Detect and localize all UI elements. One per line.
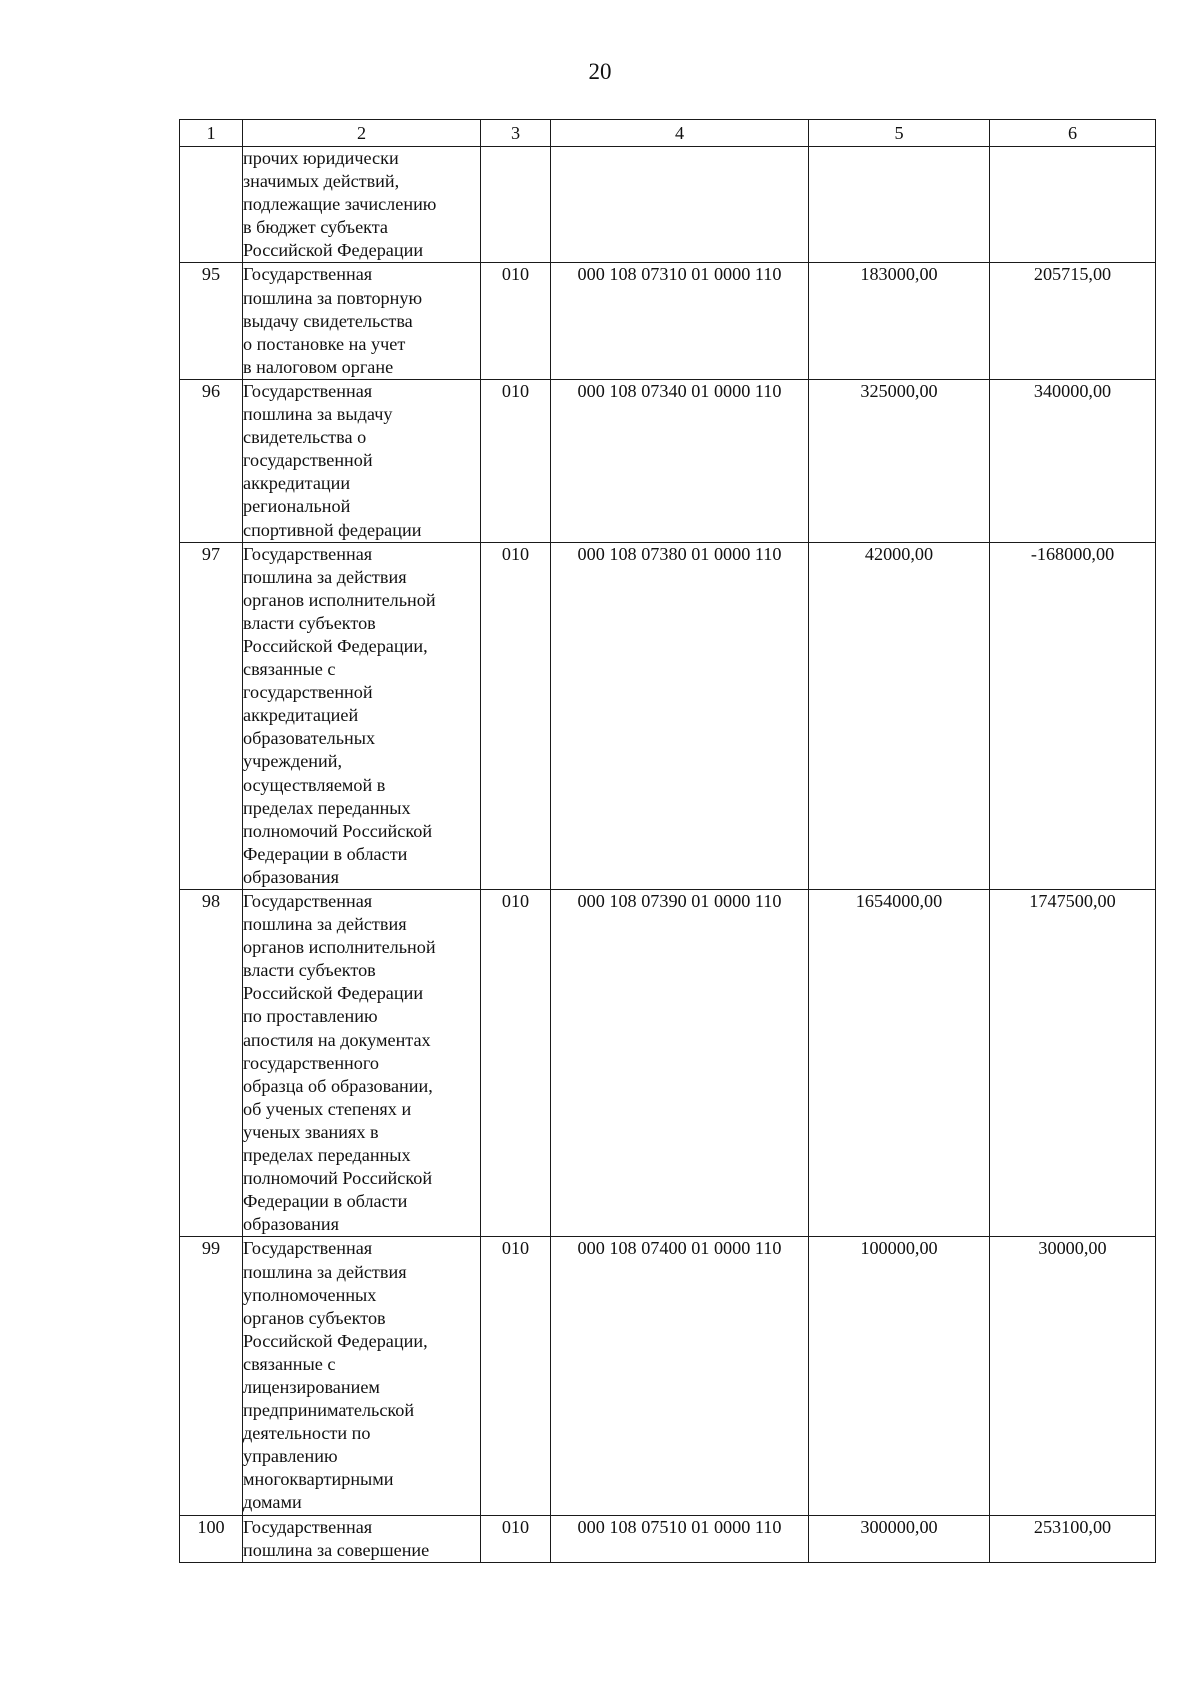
payment-name-line: уполномоченных xyxy=(243,1284,377,1305)
payment-name-line: связанные с xyxy=(243,659,336,680)
budget-classification-code-cell: 000 108 07400 01 0000 110 xyxy=(551,1237,809,1515)
budget-classification-code-cell: 000 108 07380 01 0000 110 xyxy=(551,542,809,889)
payment-name-line: в налоговом органе xyxy=(243,356,394,377)
payment-name-line: пошлина за повторную xyxy=(243,287,423,308)
payment-name-line: образовательных xyxy=(243,728,376,749)
payment-name-line: о постановке на учет xyxy=(243,333,406,354)
amount-column-5-cell: 300000,00 xyxy=(809,1515,990,1562)
payment-name-line: пошлина за совершение xyxy=(243,1539,430,1560)
payment-name-line: предпринимательской xyxy=(243,1400,415,1421)
payment-name-line: власти субъектов xyxy=(243,612,376,633)
table-row xyxy=(180,890,1156,1237)
table-row xyxy=(180,1237,1156,1515)
budget-classification-code-cell: 000 108 07390 01 0000 110 xyxy=(551,890,809,1237)
payment-name-line: прочих юридически xyxy=(243,148,399,168)
column-header: 1 xyxy=(180,120,243,147)
page-number: 20 xyxy=(588,59,612,84)
amount-column-6-cell: 340000,00 xyxy=(990,379,1156,542)
payment-name-line: Государственная xyxy=(243,1516,373,1537)
row-number-cell xyxy=(180,147,243,263)
amount-column-5-cell: 42000,00 xyxy=(809,542,990,889)
column-header: 6 xyxy=(990,120,1156,147)
row-number-cell: 96 xyxy=(180,379,243,542)
budget-table xyxy=(179,119,1156,1563)
payment-name-line: органов исполнительной xyxy=(243,589,436,610)
payment-name-line: лицензированием xyxy=(243,1376,380,1397)
payment-name-line: об ученых степенях и xyxy=(243,1098,412,1119)
payment-name-cell xyxy=(243,379,481,542)
payment-name-line: полномочий Российской xyxy=(243,820,433,841)
administrator-code-cell xyxy=(481,147,551,263)
payment-name-line: пошлина за действия xyxy=(243,914,407,935)
amount-column-5-cell: 100000,00 xyxy=(809,1237,990,1515)
payment-name-line: деятельности по xyxy=(243,1423,371,1444)
payment-name-line: апостиля на документах xyxy=(243,1029,431,1050)
payment-name-line: государственной xyxy=(243,450,373,471)
budget-classification-code-cell: 000 108 07340 01 0000 110 xyxy=(551,379,809,542)
payment-name-line: государственной xyxy=(243,682,373,703)
payment-name-line: государственного xyxy=(243,1052,379,1073)
administrator-code-cell: 010 xyxy=(481,379,551,542)
administrator-code-cell: 010 xyxy=(481,1237,551,1515)
payment-name-line: Государственная xyxy=(243,543,373,564)
amount-column-6-cell: 30000,00 xyxy=(990,1237,1156,1515)
payment-name-line: пошлина за действия xyxy=(243,1261,407,1282)
payment-name-line: в бюджет субъекта xyxy=(243,217,389,238)
payment-name-line: Государственная xyxy=(243,380,373,401)
table-body xyxy=(180,147,1156,1563)
table-row xyxy=(180,263,1156,379)
row-number-cell: 99 xyxy=(180,1237,243,1515)
payment-name-line: аккредитацией xyxy=(243,705,359,726)
row-number-cell: 100 xyxy=(180,1515,243,1562)
payment-name-line: Федерации в области xyxy=(243,1191,408,1212)
budget-classification-code-cell xyxy=(551,147,809,263)
table-row xyxy=(180,1515,1156,1562)
administrator-code-cell: 010 xyxy=(481,263,551,379)
amount-column-6-cell: 1747500,00 xyxy=(990,890,1156,1237)
payment-name-line: ученых званиях в xyxy=(243,1121,379,1142)
row-number-cell: 97 xyxy=(180,542,243,889)
amount-column-6-cell xyxy=(990,147,1156,263)
amount-column-5-cell xyxy=(809,147,990,263)
payment-name-line: Федерации в области xyxy=(243,843,408,864)
payment-name-line: пошлина за действия xyxy=(243,566,407,587)
payment-name-line: по проставлению xyxy=(243,1006,378,1027)
table-header-row xyxy=(180,120,1156,147)
table-row xyxy=(180,542,1156,889)
payment-name-line: аккредитации xyxy=(243,473,351,494)
payment-name-line: многоквартирными xyxy=(243,1469,394,1490)
payment-name-line: учреждений, xyxy=(243,751,343,772)
payment-name-cell xyxy=(243,890,481,1237)
payment-name-line: домами xyxy=(243,1492,302,1513)
payment-name-line: Государственная xyxy=(243,1238,373,1259)
payment-name-line: полномочий Российской xyxy=(243,1168,433,1189)
budget-classification-code-cell: 000 108 07510 01 0000 110 xyxy=(551,1515,809,1562)
payment-name-line: подлежащие зачислению xyxy=(243,194,437,215)
amount-column-5-cell: 183000,00 xyxy=(809,263,990,379)
payment-name-line: Российской Федерации xyxy=(243,983,424,1004)
payment-name-cell xyxy=(243,263,481,379)
amount-column-6-cell: 205715,00 xyxy=(990,263,1156,379)
payment-name-cell xyxy=(243,147,481,263)
administrator-code-cell: 010 xyxy=(481,542,551,889)
payment-name-line: органов субъектов xyxy=(243,1307,386,1328)
payment-name-line: управлению xyxy=(243,1446,338,1467)
table-row xyxy=(180,147,1156,263)
payment-name-line: связанные с xyxy=(243,1353,336,1374)
payment-name-line: образца об образовании, xyxy=(243,1075,433,1096)
column-header: 3 xyxy=(481,120,551,147)
payment-name-line: выдачу свидетельства xyxy=(243,310,413,331)
amount-column-5-cell: 325000,00 xyxy=(809,379,990,542)
administrator-code-cell: 010 xyxy=(481,1515,551,1562)
payment-name-line: свидетельства о xyxy=(243,427,367,448)
payment-name-line: осуществляемой в xyxy=(243,774,386,795)
payment-name-line: власти субъектов xyxy=(243,960,376,981)
column-header: 4 xyxy=(551,120,809,147)
payment-name-line: образования xyxy=(243,1214,339,1235)
payment-name-line: Российской Федерации xyxy=(243,240,424,261)
payment-name-line: пределах переданных xyxy=(243,1145,411,1166)
payment-name-line: органов исполнительной xyxy=(243,937,436,958)
payment-name-cell xyxy=(243,542,481,889)
table-row xyxy=(180,379,1156,542)
amount-column-6-cell: 253100,00 xyxy=(990,1515,1156,1562)
payment-name-line: пределах переданных xyxy=(243,797,411,818)
row-number-cell: 98 xyxy=(180,890,243,1237)
column-header: 5 xyxy=(809,120,990,147)
amount-column-5-cell: 1654000,00 xyxy=(809,890,990,1237)
payment-name-line: региональной xyxy=(243,496,351,517)
payment-name-cell xyxy=(243,1237,481,1515)
payment-name-line: пошлина за выдачу xyxy=(243,404,393,425)
administrator-code-cell: 010 xyxy=(481,890,551,1237)
payment-name-line: значимых действий, xyxy=(243,171,400,192)
payment-name-line: Государственная xyxy=(243,891,373,911)
payment-name-line: Российской Федерации, xyxy=(243,1330,428,1351)
budget-classification-code-cell: 000 108 07310 01 0000 110 xyxy=(551,263,809,379)
payment-name-line: Российской Федерации, xyxy=(243,635,428,656)
payment-name-line: спортивной федерации xyxy=(243,519,422,540)
payment-name-line: Государственная xyxy=(243,264,373,285)
row-number-cell: 95 xyxy=(180,263,243,379)
payment-name-cell xyxy=(243,1515,481,1562)
amount-column-6-cell: -168000,00 xyxy=(990,542,1156,889)
column-header: 2 xyxy=(243,120,481,147)
payment-name-line: образования xyxy=(243,866,339,887)
